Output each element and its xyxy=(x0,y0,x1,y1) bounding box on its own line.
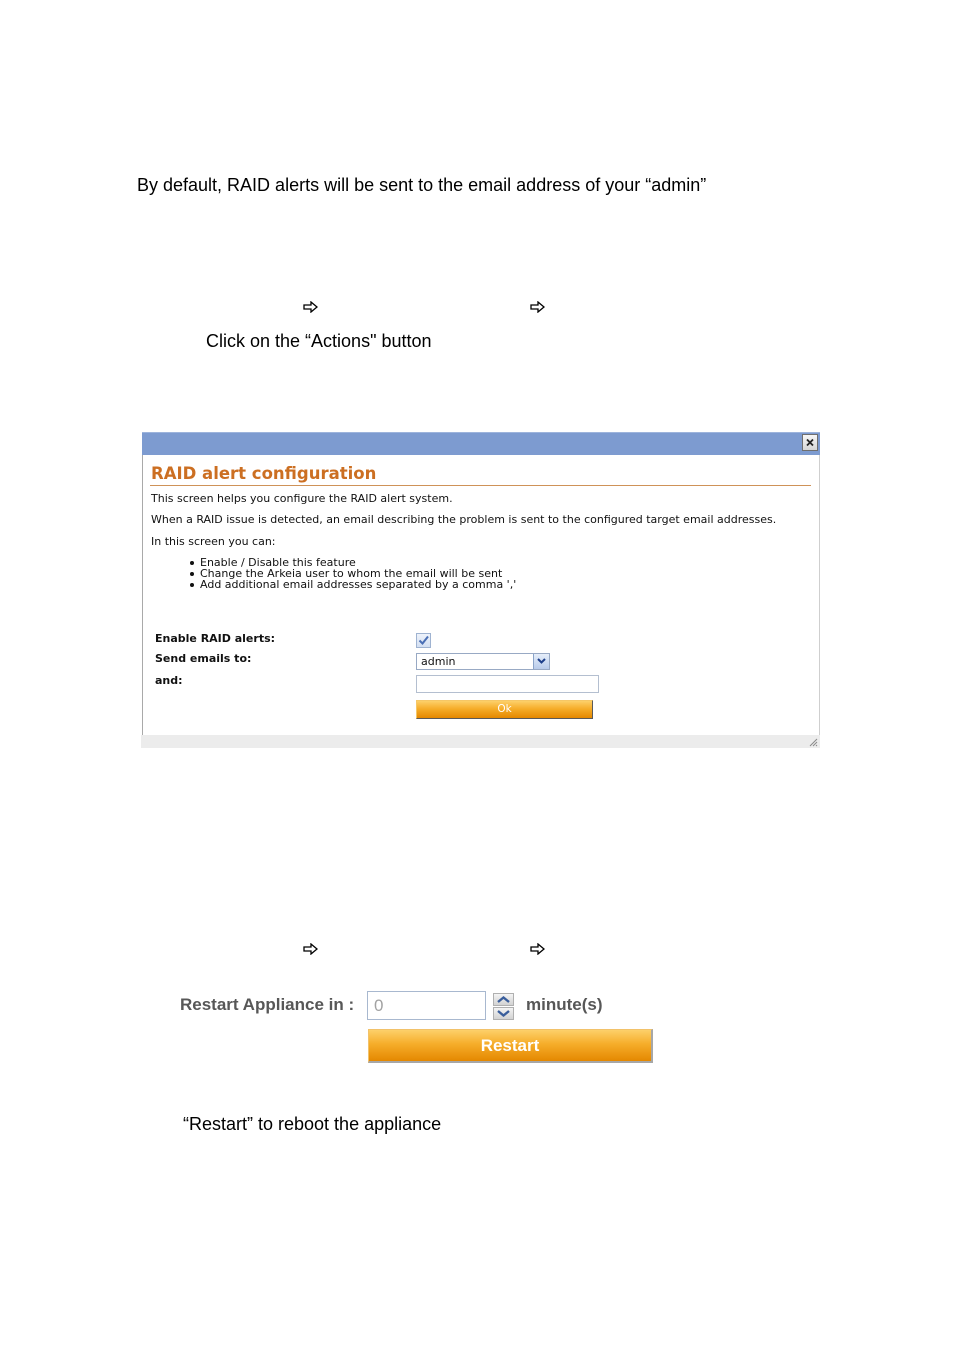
send-emails-to-label: Send emails to: xyxy=(155,652,252,665)
close-button[interactable] xyxy=(802,434,818,451)
minutes-unit-label: minute(s) xyxy=(526,995,603,1014)
dialog-list-intro: In this screen you can: xyxy=(151,535,276,548)
arrow-right-icon xyxy=(303,943,318,955)
arrow-right-icon xyxy=(303,301,318,313)
bullet-icon xyxy=(190,583,194,587)
ok-button[interactable]: Ok xyxy=(416,700,593,719)
dialog-intro-text: This screen helps you configure the RAID alert system. xyxy=(151,492,453,505)
checkmark-icon xyxy=(417,634,430,647)
bullet-icon xyxy=(190,561,194,565)
list-item xyxy=(200,579,516,590)
arrow-right-icon xyxy=(530,301,545,313)
minutes-spinner xyxy=(493,993,514,1020)
arrow-right-icon xyxy=(530,943,545,955)
chevron-down-icon xyxy=(494,1008,513,1019)
restart-note: “Restart” to reboot the appliance xyxy=(183,1114,442,1134)
chevron-up-icon xyxy=(494,994,513,1005)
feature-text: Add additional email addresses separated by a comma ',' xyxy=(200,578,517,591)
dialog-footer xyxy=(141,735,820,748)
restart-button[interactable]: Restart xyxy=(368,1029,653,1063)
feature-text: Change the Arkeia user to whom the email will be sent xyxy=(200,567,503,580)
spinner-up-button[interactable] xyxy=(493,993,514,1006)
step-instruction: Click on the “Actions" button xyxy=(206,331,432,351)
raid-alert-dialog xyxy=(142,432,820,748)
heading-divider xyxy=(150,485,811,486)
feature-list xyxy=(200,557,516,590)
send-emails-to-select[interactable] xyxy=(416,653,550,670)
dialog-body xyxy=(142,455,820,735)
dialog-title-bar[interactable] xyxy=(142,432,820,455)
restart-minutes-input[interactable] xyxy=(367,991,486,1020)
and-label: and: xyxy=(155,674,183,687)
select-value: admin xyxy=(421,655,456,668)
chevron-down-icon xyxy=(535,655,548,667)
dialog-heading: RAID alert configuration xyxy=(151,464,377,483)
dropdown-button[interactable] xyxy=(533,654,549,669)
spinner-down-button[interactable] xyxy=(493,1007,514,1020)
resize-grip-icon[interactable] xyxy=(808,737,818,747)
feature-text: Enable / Disable this feature xyxy=(200,556,356,569)
intro-paragraph: By default, RAID alerts will be sent to the email address of your “admin” xyxy=(137,175,707,195)
enable-raid-alerts-checkbox[interactable] xyxy=(416,633,431,648)
additional-emails-input[interactable] xyxy=(416,675,599,693)
enable-raid-alerts-label: Enable RAID alerts: xyxy=(155,632,276,645)
dialog-detail-text: When a RAID issue is detected, an email describing the problem is sent to the configured target email addresses. xyxy=(151,513,777,526)
close-icon xyxy=(806,438,814,447)
bullet-icon xyxy=(190,572,194,576)
restart-appliance-label: Restart Appliance in : xyxy=(180,995,355,1014)
